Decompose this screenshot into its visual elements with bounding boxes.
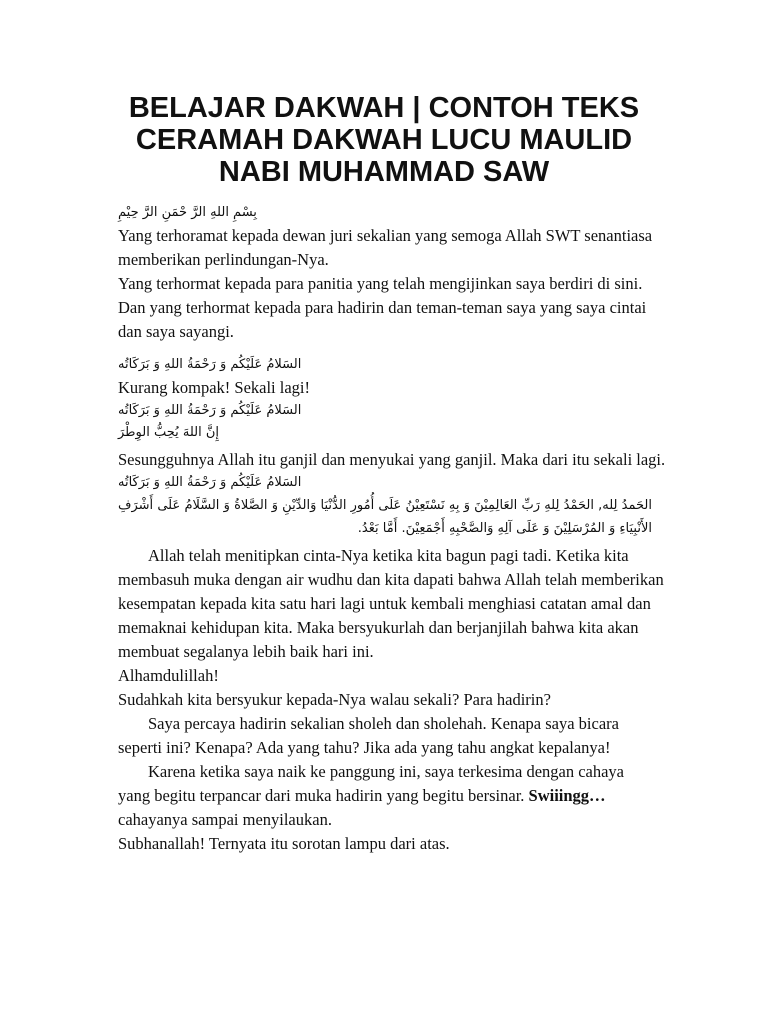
text-line: Kurang kompak! Sekali lagi! xyxy=(118,378,310,397)
text-line: Yang terhormat kepada para panitia yang telah mengijinkan saya berdiri di sini. xyxy=(118,274,643,293)
innallah-arabic: إِنَّ اللهَ يُحِبُّ الوِطْرَ xyxy=(118,425,219,440)
text-line: membuat segalanya lebih baik hari ini. xyxy=(118,642,374,661)
text-line: Subhanallah! Ternyata itu sorotan lampu dari atas. xyxy=(118,834,450,853)
text-line: Saya percaya hadirin sekalian sholeh dan sholehah. Kenapa saya bicara xyxy=(148,714,619,733)
text-line: seperti ini? Kenapa? Ada yang tahu? Jika ada yang tahu angkat kepalanya! xyxy=(118,738,611,757)
bismillah: بِسْمِ اللهِ الرَّ حْمَنِ الرَّ حِيْمِ xyxy=(118,205,257,220)
text-line: Allah telah menitipkan cinta-Nya ketika kita bagun pagi tadi. Ketika kita xyxy=(148,546,629,565)
text-line: Karena ketika saya naik ke panggung ini, saya terkesima dengan cahaya xyxy=(148,762,625,781)
text-line: Dan yang terhormat kepada para hadirin dan teman-teman saya yang saya cintai xyxy=(118,298,647,317)
salam-arabic: السَلامُ عَلَيْكُم وَ رَحْمَةُ اللهِ وَ بَرَكَاتُه xyxy=(118,403,302,418)
text-line: memberikan perlindungan-Nya. xyxy=(118,250,329,269)
text-line: Sudahkah kita bersyukur kepada-Nya walau sekali? Para hadirin? xyxy=(118,690,551,709)
page-title xyxy=(0,92,768,188)
document-body xyxy=(118,202,666,856)
text-line: Sesungguhnya Allah itu ganjil dan menyukai yang ganjil. Maka dari itu sekali lagi. xyxy=(118,450,666,469)
text-line: kesempatan kepada kita satu hari lagi untuk kembali menghiasi catatan amal dan xyxy=(118,594,651,613)
title-line: NABI MUHAMMAD SAW xyxy=(218,156,550,188)
text-line: Alhamdulillah! xyxy=(118,666,219,685)
hamdalah-arabic: الحَمدُ لِله, الحَمْدُ لِلهِ رَبِّ العَالِمِيْنَ وَ بِهِ نَسْتَعِيْنُ عَلَى أُمُورِ الدُّنْيَا وَالدِّيْنِ وَ الصَّلاةُ وَ السَّلَامُ عَلَى أَشْرَفِ الأَنْبِيَاءِ وَ المُرْسَلِيْنَ وَ عَلَى آلِهِ وَالصَّحْبِهِ أَجْمَعِيْنَ. أَمَّا بَعْدُ. xyxy=(118,498,652,536)
text-line: memaknai kehidupan kita. Maka bersyukurlah dan berjanjilah bahwa kita akan xyxy=(118,618,639,637)
text-line xyxy=(118,784,652,808)
title-line: CERAMAH DAKWAH LUCU MAULID xyxy=(135,124,633,156)
title-line: BELAJAR DAKWAH | CONTOH TEKS xyxy=(128,92,640,124)
salam-arabic: السَلامُ عَلَيْكُم وَ رَحْمَةُ اللهِ وَ بَرَكَاتُه xyxy=(118,357,302,372)
text-line: dan saya sayangi. xyxy=(118,322,234,341)
text-line: cahayanya sampai menyilaukan. xyxy=(118,810,332,829)
text-line: membasuh muka dengan air wudhu dan kita dapati bahwa Allah telah memberikan xyxy=(118,570,664,589)
salam-arabic: السَلامُ عَلَيْكُم وَ رَحْمَةُ اللهِ وَ بَرَكَاتُه xyxy=(118,475,302,490)
text-segment: yang begitu terpancar dari muka hadirin yang begitu bersinar. xyxy=(118,786,529,805)
bold-text: Swiiingg… xyxy=(528,786,606,805)
text-line: Yang terhoramat kepada dewan juri sekalian yang semoga Allah SWT senantiasa xyxy=(118,226,653,245)
